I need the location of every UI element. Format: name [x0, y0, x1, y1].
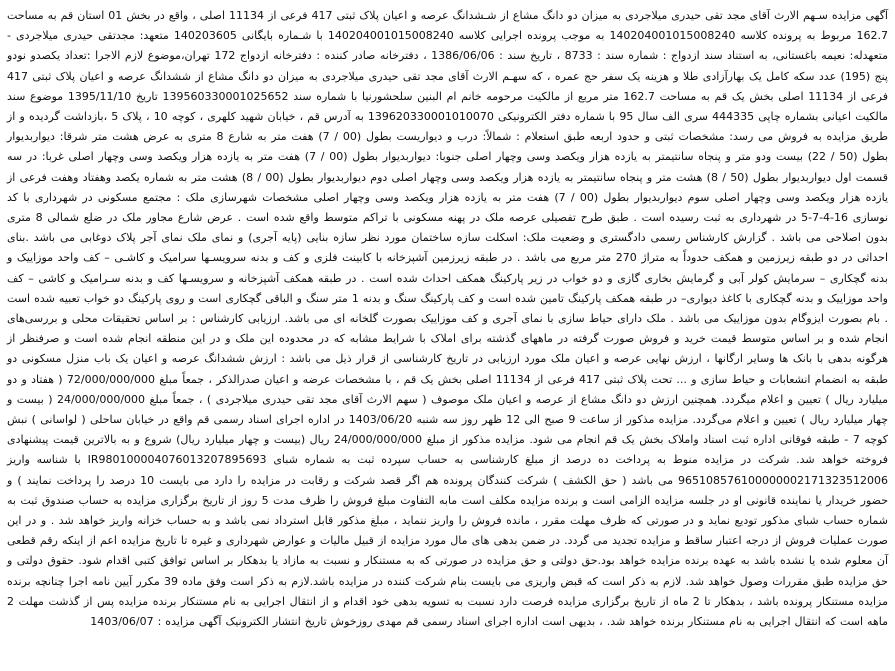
publish-date: 1403/06/07 [90, 615, 154, 629]
auction-notice-paragraph [7, 6, 888, 632]
auction-notice-body: آگهی مزایده سـهم الارث آقای مجد تقی حیدری میلاجردی به میزان دو دانگ مشاع از شـشدانگ عرصه و اعیان پلاک ثبتی 417 فرعی از 11134 اصلی ، واقع در بخش 01 استان قم به مساحت 162.7 مربوط به پرونده کلاسه 140204001015008240 به موجب پرونده اجرایی کلاسه 140204001015008240 با شـماره بایگانی 140203605 متعهد: مجدتقی حیدری میلاجردی - متعهدله: نعیمه باغستانی، به استناد سند ازدواج : شماره سند : 8733 ، تاریخ سند : 1386/06/06 ، دفترخانه صادر کننده : دفترخانه ازدواج 172 تهران،موضوع لازم الاجرا :تعداد یکصدو نودو پنج (195) عدد سکه کامل یک بهارآزادی طلا و هزینه یک سفر حج عمره ، که سهـم الارث آقای مجد تقی حیدری میلاجردی به میزان دو دانگ مشاع از ششدانگ عرصه و اعیان پلاک ثبتی 417 فرعی از 11134 اصلی بخش یک قم به مساحت 162.7 متر مربع از مالکیت مرحومه خانم ام البنین سلحشورنیا با شماره سند 139560330001025652 تاریخ 1395/11/10 موضوع سند مالکیت اعیانی بشماره چاپی 444335 سری الف سال 95 با شماره دفتر الکترونیکی 139620330001010070 به آدرس قم ، خیابان شهید کلهری ، کوچه 10 ، پلاک 5 ،بازداشت گردیده و از طریق مزایده به فروش می رسد: مشخصات ثبتی و حدود اربعه طبق استعلام : شمالاً: درب و دیواریست بطول (00 / 7) هفت متر به شارع 8 متری به عرض هشت متر شرقا: دیواربدیوار بطول (50 / 22) بیست ودو متر و پنجاه سانتیمتر به یازده هزار ویکصد وسی وچهار اصلی جنوبا: دیواربدیوار بطول (00 / 7) هفت متر به یازده هزار ویکصد وسی وچهار اصلی غربا: در سه قسمت اول دیواربدیوار بطول (50 / 8) هشت متر و پنجاه سانتیمتر به یازده هزار ویکصد وسی وچهار اصلی دوم دیواربدیوار بطول (00 / 8) هشت متر به شماره یکصد وهفتاد وهفت فرعی از یازده هزار ویکصد وسی وچهار اصلی سوم دیواربدیوار بطول (00 / 7) هفت متر به یازده هزار ویکصد وسی وچهار اصلی مشخصات شهرسازی ملک : مجتمع مسکونی در شهرداری با کد نوسازی 16-4-7-5 در شهرداری به ثبت رسیده است . طبق طرح تفصیلی عرصه ملک در پهنه مسکونی با تراکم متوسط واقع شده است . عرض شارع مجاور ملک در ضلع شمالی 8 متری بدون اصلاحی می باشد . گزارش کارشناس رسمی دادگستری و وضعیت ملک: اسکلت سازه ساختمان مورد نظر سازه بنایی (پایه آجری) و نمای ملک نمای آجر پلاک دوغابی می باشد .بنای احداثی در دو طبقه زیرزمین و همکف حدوداً به متراژ 270 متر مربع می باشد . در طبقه زیرزمین آشپزخانه با کابینت فلزی و کف و بدنه سرویسـها سرامیک و کاشـی – کف واحد موزاییک و بدنه گچکاری – سرمایش کولر آبی و گرمایش بخاری گازی و دو خواب در زیر پارکینگ همکف احداث شده است . در طبقه همکف آشپزخانه و سرویسـها کف و بدنه سـرامیک و کاشی – کف واحد موزاییک و بدنه گچکاری با کاغذ دیواری– در طبقه همکف پارکینگ تامین شده است و کف پارکینگ سنگ و بدنه 1 متر سنگ و الباقی گچکاری است و روی پارکینگ دو خواب تعبیه شده است . بام بصورت ایزوگام بدون موزاییک می باشد . ملک دارای حیاط سازی با نمای آجری و کف موزاییک بصورت گلخانه ای می باشد. ارزیابی کارشناس : بر اساس تحقیقات محلی و بررسی‌های انجام شده و بر اساس متوسط قیمت خرید و فروش صورت گرفته در ماههای گذشته برای املاک با شرایط مشابه که در محدوده این ملک و در این منطقه انجام شده است و صرفنظر از هرگونه بدهی با بانک ها وسایر ارگانها ، ارزش نهایی عرصه و اعیان ملک مورد ارزیابی در تاریخ کارشناسی از قرار ذیل می باشد : ارزش ششدانگ عرصه و اعیان یک باب منزل مسکونی دو طبقه به انضمام انشعابات و حیاط سازی و ... تحت پلاک ثبتی 417 فرعی از 11134 اصلی بخش یک قم ، با مشخصات عرضه و اعیان صدرالذکر ، جمعاً مبلغ 72/000/000/000 ( هفتاد و دو میلیارد ریال ) تعیین و اعلام میگردد. همچنین ارزش دو دانگ مشاع از عرصه و اعیان ملک موصوف ( سهم الارث آقای مجد تقی حیدری میلاجردی ) ، جمعاً مبلغ 24/000/000/000 ( بیست و چهار میلیارد ریال ) تعیین و اعلام می‌گردد. مزایده مذکور از ساعت 9 صبح الی 12 ظهر روز سه شنبه 1403/06/20 در اداره اجرای اسناد رسمی قم واقع در خیابان ساحلی ( لواسانی ) نبش کوچه 7 - طبقه فوقانی اداره ثبت اسناد واملاک بخش یک قم انجام می شود. مزایده مذکور از مبلغ 24/000/000/000 ریال (بیست و چهار میلیارد ریال) شروع و به بالاترین قیمت پیشنهادی فروخته خواهد شد. شرکت در مزایده منوط به پرداخت ده درصد از مبلغ کارشناسی به حساب سپرده ثبت به شماره شبای IR980100004076013207895693 با شناسه واریز 965108576100000002171323512006 می باشد ( حق الکشف ) شرکت کنندگان پرونده هم اگر قصد شرکت و رقابت در مزایده را دارد می بایست 10 درصد را پرداخت نمایند ) و حضور خریدار یا نماینده قانونی او در جلسه مزایده الزامی است و برنده مزایده مکلف است مابه التفاوت مبلغ فروش را ظرف مدت 5 روز از تاریخ برگزاری مزایده به حساب صندوق ثبت به شماره حساب شبای مذکور تودیع نماید و در صورتی که ظرف مهلت مقرر ، مانده فروش را واریز ننماید ، مبلغ مذکور قابل استرداد نمی باشد و به حساب خزانه واریز خواهد شد . و در این صورت عملیات فروش از درجه اعتبار ساقط و مزایده تجدید می گردد. در ضمن بدهی های مال مورد مزایده از قبیل مالیات و عوارض شهرداری و غیره تا تاریخ مزایده اعم از اینکه رقم قطعی آن معلوم شده یا نشده باشد به عهده برنده مزایده خواهد بود.حق دولتی و حق مزایده در صورتی که به مستنکار و نسبت به مازاد یا بدهکار بر اساس توافق کتبی اقدام شود. حقوق دولتی و حق مزایده طبق مقررات وصول خواهد شد. لازم به ذکر است که قبض واریزی می بایست بنام شرکت کننده در مزایده باشد.لازم به ذکر است وفق ماده 39 مکرر آیین نامه اجرا چنانچه برنده مزایده مستنکار پرونده باشد ، بدهکار تا 2 ماه از تاریخ برگزاری مزایده فرصت دارد نسبت به تسویه بدهی خود اقدام و از انتقال اجرایی به نام مستنکار برنده مزایده پس از گذشت مهلت 2 ماهه است که انتقال اجرایی به نام مستنکار برنده خواهد شد. ، بدیهی است اداره اجرای اسناد رسمی قم مهدی روزخوش تاریخ انتشار الکترونیک آگهی مزایده : [7, 9, 889, 629]
